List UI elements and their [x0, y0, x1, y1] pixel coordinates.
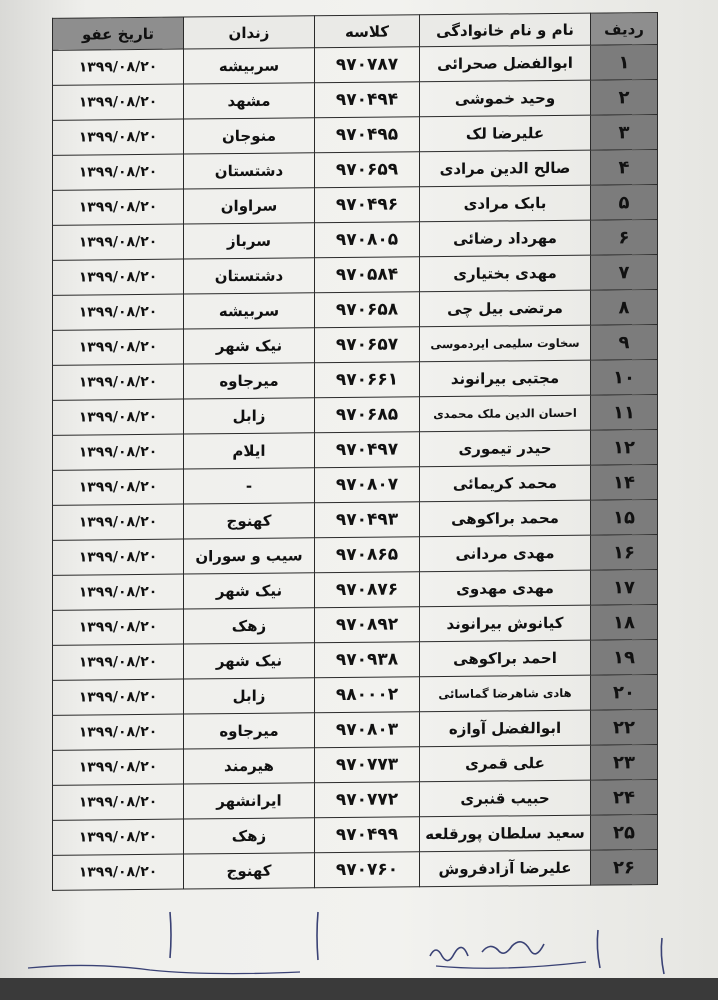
- case-code-cell: ۹۷۰۷۷۳: [315, 747, 420, 783]
- table-row: [53, 255, 658, 296]
- name-cell: مهدی بختیاری: [420, 255, 591, 292]
- row-number-cell: ۷: [591, 255, 658, 291]
- case-code-cell: ۹۷۰۸۷۶: [315, 572, 420, 608]
- prison-cell: دشتستان: [184, 153, 315, 189]
- case-code-cell: ۹۷۰۶۵۸: [315, 292, 420, 328]
- amnesty-date-cell: ۱۳۹۹/۰۸/۲۰: [53, 469, 184, 505]
- table-row: [53, 290, 658, 331]
- name-cell: ابوالفضل آوازه: [420, 710, 591, 747]
- row-number-cell: ۲: [591, 80, 658, 116]
- amnesty-date-cell: ۱۳۹۹/۰۸/۲۰: [53, 784, 184, 820]
- table-row: [53, 220, 658, 261]
- case-code-cell: ۹۸۰۰۰۲: [315, 677, 420, 713]
- amnesty-list-table: [52, 12, 658, 891]
- case-code-cell: ۹۷۰۴۹۹: [315, 817, 420, 853]
- amnesty-date-cell: ۱۳۹۹/۰۸/۲۰: [53, 399, 184, 435]
- amnesty-date-cell: ۱۳۹۹/۰۸/۲۰: [53, 84, 184, 120]
- case-code-cell: ۹۷۰۸۰۳: [315, 712, 420, 748]
- name-cell: علیرضا لک: [420, 115, 591, 152]
- name-cell: سخاوت سلیمی ایردموسی: [420, 325, 591, 362]
- amnesty-date-cell: ۱۳۹۹/۰۸/۲۰: [53, 714, 184, 750]
- row-number-cell: ۳: [591, 115, 658, 151]
- prison-cell: سربیشه: [184, 293, 315, 329]
- prison-cell: زابل: [184, 678, 315, 714]
- prison-cell: ایلام: [184, 433, 315, 469]
- row-number-cell: ۱۶: [591, 535, 658, 571]
- name-cell: احسان الدین ملک محمدی: [420, 395, 591, 432]
- prison-cell: هیرمند: [184, 748, 315, 784]
- prison-cell: زهک: [184, 608, 315, 644]
- table-row: [53, 500, 658, 541]
- prison-cell: دشتستان: [184, 258, 315, 294]
- prison-cell: منوجان: [184, 118, 315, 154]
- case-code-cell: ۹۷۰۸۹۲: [315, 607, 420, 643]
- amnesty-date-cell: ۱۳۹۹/۰۸/۲۰: [53, 574, 184, 610]
- name-cell: وحید خموشی: [420, 80, 591, 117]
- amnesty-date-cell: ۱۳۹۹/۰۸/۲۰: [53, 819, 184, 855]
- name-cell: کیانوش بیرانوند: [420, 605, 591, 642]
- table-row: [53, 115, 658, 156]
- photo-background: [0, 978, 718, 1000]
- prison-cell: کهنوج: [184, 853, 315, 889]
- prison-cell: میرجاوه: [184, 713, 315, 749]
- table-row: [53, 780, 658, 821]
- row-number-cell: ۱۲: [591, 430, 658, 466]
- prison-cell: سیب و سوران: [184, 538, 315, 574]
- amnesty-date-cell: ۱۳۹۹/۰۸/۲۰: [53, 539, 184, 575]
- prison-cell: سرباز: [184, 223, 315, 259]
- prison-cell: کهنوج: [184, 503, 315, 539]
- table-row: [53, 815, 658, 856]
- amnesty-date-cell: ۱۳۹۹/۰۸/۲۰: [53, 49, 184, 85]
- table-row: [53, 465, 658, 506]
- row-number-cell: ۲۳: [591, 745, 658, 781]
- table-row: [53, 745, 658, 786]
- name-cell: مهدی مردانی: [420, 535, 591, 572]
- table-row: [53, 45, 658, 86]
- name-cell: حیدر تیموری: [420, 430, 591, 467]
- name-cell: هادی شاهرضا گماسائی: [420, 675, 591, 712]
- case-code-cell: ۹۷۰۴۹۶: [315, 187, 420, 223]
- case-code-cell: ۹۷۰۴۹۷: [315, 432, 420, 468]
- row-number-cell: ۱۴: [591, 465, 658, 501]
- name-cell: مهرداد رضائی: [420, 220, 591, 257]
- row-number-cell: ۶: [591, 220, 658, 256]
- name-cell: مجتبی بیرانوند: [420, 360, 591, 397]
- prison-cell: نیک شهر: [184, 328, 315, 364]
- amnesty-date-cell: ۱۳۹۹/۰۸/۲۰: [53, 679, 184, 715]
- name-cell: علیرضا آزادفروش: [420, 850, 591, 887]
- prison-cell: زهک: [184, 818, 315, 854]
- table-row: [53, 535, 658, 576]
- name-cell: مهدی مهدوی: [420, 570, 591, 607]
- case-code-cell: ۹۷۰۶۵۹: [315, 152, 420, 188]
- header-row-number: ردیف: [591, 13, 658, 46]
- amnesty-date-cell: ۱۳۹۹/۰۸/۲۰: [53, 119, 184, 155]
- prison-cell: سربیشه: [184, 48, 315, 84]
- table-row: [53, 430, 658, 471]
- table-row: [53, 150, 658, 191]
- case-code-cell: ۹۷۰۸۰۷: [315, 467, 420, 503]
- row-number-cell: ۱: [591, 45, 658, 81]
- name-cell: علی قمری: [420, 745, 591, 782]
- amnesty-date-cell: ۱۳۹۹/۰۸/۲۰: [53, 224, 184, 260]
- prison-cell: نیک شهر: [184, 573, 315, 609]
- row-number-cell: ۱۱: [591, 395, 658, 431]
- table-row: [53, 850, 658, 891]
- case-code-cell: ۹۷۰۶۵۷: [315, 327, 420, 363]
- case-code-cell: ۹۷۰۴۹۳: [315, 502, 420, 538]
- amnesty-date-cell: ۱۳۹۹/۰۸/۲۰: [53, 854, 184, 890]
- table-row: [53, 325, 658, 366]
- row-number-cell: ۹: [591, 325, 658, 361]
- case-code-cell: ۹۷۰۶۶۱: [315, 362, 420, 398]
- case-code-cell: ۹۷۰۵۸۴: [315, 257, 420, 293]
- row-number-cell: ۱۷: [591, 570, 658, 606]
- row-number-cell: ۲۵: [591, 815, 658, 851]
- amnesty-date-cell: ۱۳۹۹/۰۸/۲۰: [53, 259, 184, 295]
- amnesty-date-cell: ۱۳۹۹/۰۸/۲۰: [53, 189, 184, 225]
- case-code-cell: ۹۷۰۷۷۲: [315, 782, 420, 818]
- name-cell: محمد کریمائی: [420, 465, 591, 502]
- case-code-cell: ۹۷۰۸۰۵: [315, 222, 420, 258]
- case-code-cell: ۹۷۰۷۶۰: [315, 852, 420, 888]
- table-row: [53, 360, 658, 401]
- prison-cell: میرجاوه: [184, 363, 315, 399]
- table-row: [53, 710, 658, 751]
- name-cell: محمد براکوهی: [420, 500, 591, 537]
- table-row: [53, 605, 658, 646]
- prison-cell: سراوان: [184, 188, 315, 224]
- row-number-cell: ۱۸: [591, 605, 658, 641]
- amnesty-date-cell: ۱۳۹۹/۰۸/۲۰: [53, 609, 184, 645]
- amnesty-date-cell: ۱۳۹۹/۰۸/۲۰: [53, 329, 184, 365]
- amnesty-date-cell: ۱۳۹۹/۰۸/۲۰: [53, 154, 184, 190]
- header-name: نام و نام خانوادگی: [420, 13, 591, 47]
- table-row: [53, 675, 658, 716]
- table-row: [53, 640, 658, 681]
- name-cell: ابوالفضل صحرائی: [420, 45, 591, 82]
- row-number-cell: ۲۴: [591, 780, 658, 816]
- amnesty-date-cell: ۱۳۹۹/۰۸/۲۰: [53, 504, 184, 540]
- prison-cell: ایرانشهر: [184, 783, 315, 819]
- name-cell: احمد براکوهی: [420, 640, 591, 677]
- name-cell: صالح الدین مرادی: [420, 150, 591, 187]
- name-cell: بابک مرادی: [420, 185, 591, 222]
- table-row: [53, 570, 658, 611]
- amnesty-date-cell: ۱۳۹۹/۰۸/۲۰: [53, 644, 184, 680]
- table-row: [53, 395, 658, 436]
- case-code-cell: ۹۷۰۸۶۵: [315, 537, 420, 573]
- header-prison: زندان: [184, 16, 315, 49]
- amnesty-date-cell: ۱۳۹۹/۰۸/۲۰: [53, 364, 184, 400]
- case-code-cell: ۹۷۰۷۸۷: [315, 47, 420, 83]
- row-number-cell: ۴: [591, 150, 658, 186]
- row-number-cell: ۱۹: [591, 640, 658, 676]
- table-row: [53, 80, 658, 121]
- prison-cell: نیک شهر: [184, 643, 315, 679]
- prison-cell: -: [184, 468, 315, 504]
- case-code-cell: ۹۷۰۶۸۵: [315, 397, 420, 433]
- name-cell: حبیب قنبری: [420, 780, 591, 817]
- case-code-cell: ۹۷۰۴۹۴: [315, 82, 420, 118]
- row-number-cell: ۸: [591, 290, 658, 326]
- prison-cell: مشهد: [184, 83, 315, 119]
- table-row: [53, 185, 658, 226]
- name-cell: سعید سلطان پورقلعه: [420, 815, 591, 852]
- row-number-cell: ۱۰: [591, 360, 658, 396]
- header-code: کلاسه: [315, 15, 420, 48]
- name-cell: مرتضی بیل چی: [420, 290, 591, 327]
- row-number-cell: ۲۰: [591, 675, 658, 711]
- row-number-cell: ۱۵: [591, 500, 658, 536]
- case-code-cell: ۹۷۰۴۹۵: [315, 117, 420, 153]
- amnesty-date-cell: ۱۳۹۹/۰۸/۲۰: [53, 749, 184, 785]
- prison-cell: زابل: [184, 398, 315, 434]
- row-number-cell: ۲۲: [591, 710, 658, 746]
- amnesty-date-cell: ۱۳۹۹/۰۸/۲۰: [53, 294, 184, 330]
- header-amnesty-date: تاریخ عفو: [53, 17, 184, 50]
- amnesty-date-cell: ۱۳۹۹/۰۸/۲۰: [53, 434, 184, 470]
- case-code-cell: ۹۷۰۹۳۸: [315, 642, 420, 678]
- row-number-cell: ۵: [591, 185, 658, 221]
- table-body: [53, 45, 658, 891]
- row-number-cell: ۲۶: [591, 850, 658, 886]
